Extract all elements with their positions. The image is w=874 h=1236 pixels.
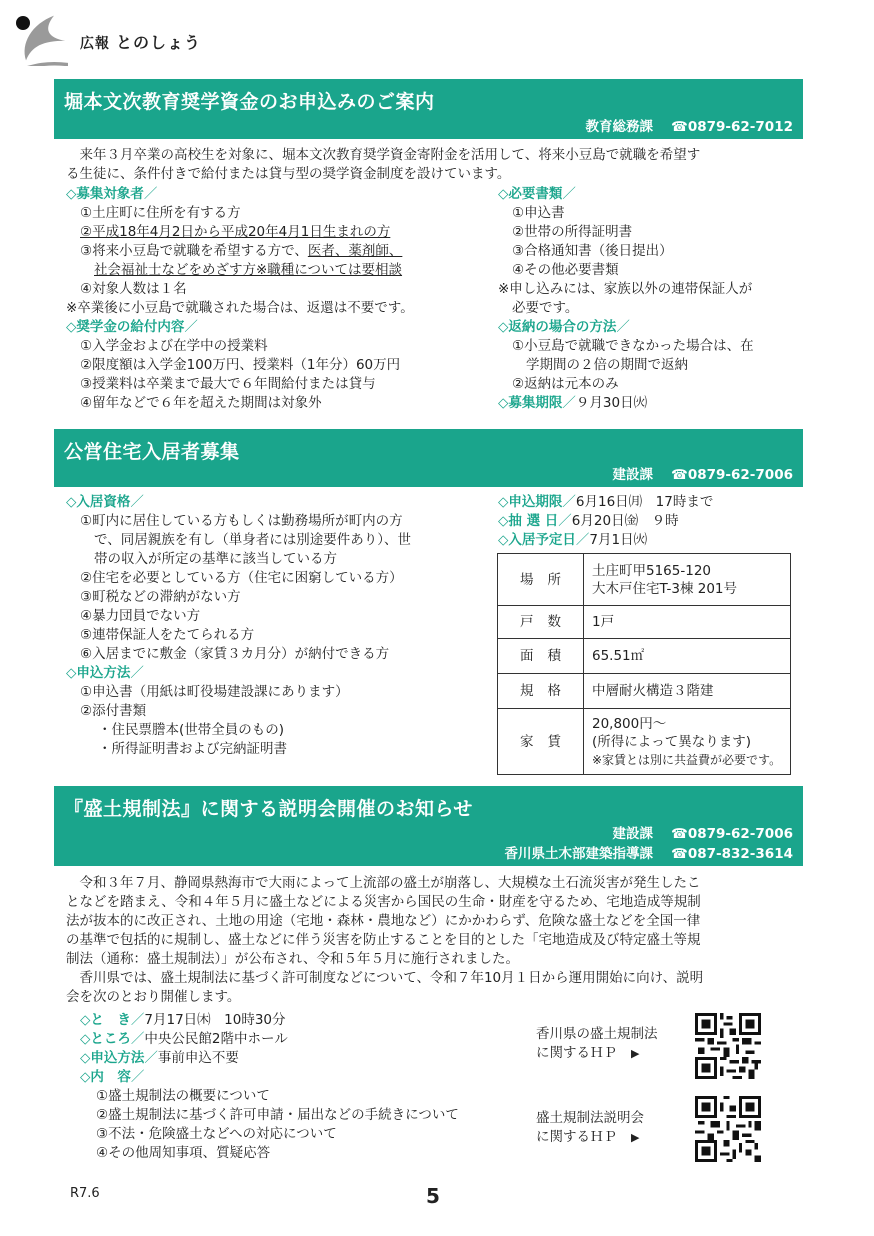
- repay-item: 学期間の２倍の期間で返納: [526, 357, 688, 373]
- paragraph-line: 令和３年７月、静岡県熱海市で大雨によって上流部の盛土が崩落し、大規模な土石流災害が発生したこ: [79, 875, 701, 891]
- issue-label: R7.6: [70, 1186, 100, 1201]
- publication-label: 広報: [80, 36, 110, 52]
- qualification-item: 帯の収入が所定の基準に該当している方: [94, 551, 337, 567]
- application-item: ①申込書（用紙は町役場建設課にあります）: [80, 684, 349, 700]
- table-key: 面積: [498, 639, 584, 674]
- table-value: 65.51㎡: [584, 639, 791, 674]
- lottery-row: ◇抽 選 日／6月20日㈮ ９時: [498, 513, 679, 529]
- qualification-item: ⑤連帯保証人をたてられる方: [80, 627, 255, 643]
- content-item: ②盛土規制法に基づく許可申請・届出などの手続きについて: [96, 1107, 459, 1123]
- deadline-row: ◇申込期限／6月16日㈪ 17時まで: [498, 494, 714, 510]
- qr-code-icon[interactable]: [695, 1096, 761, 1162]
- contact-tel[interactable]: ☎087-832-3614: [671, 846, 793, 862]
- section3-banner: [54, 786, 803, 866]
- contact-dept: 建設課: [612, 467, 654, 483]
- table-value: 土庄町甲5165-120 大木戸住宅T-3棟 201号: [584, 554, 791, 606]
- where-row: ◇ところ／中央公民館2階中ホール: [80, 1031, 288, 1047]
- intro-line: 来年３月卒業の高校生を対象に、堀本文次教育奨学資金寄附金を活用して、将来小豆島で就職を希望す: [79, 147, 701, 163]
- table-row: [498, 639, 791, 674]
- target-heading: ◇募集対象者／: [66, 186, 158, 202]
- qualification-item: ②住宅を必要としている方（住宅に困窮している方）: [80, 570, 403, 586]
- contact-dept: 香川県土木部建築指導課: [504, 846, 654, 862]
- docs-note: ※申し込みには、家族以外の連帯保証人が: [498, 281, 753, 297]
- paragraph-line: 法が抜本的に改正され、土地の用途（宅地・森林・農地など）にかかわらず、危険な盛土などを全国一律: [66, 913, 701, 929]
- section1-title: 堀本文次教育奨学資金のお申込みのご案内: [64, 91, 435, 113]
- attachment-item: ・所得証明書および完納証明書: [98, 741, 287, 757]
- paragraph-line: の基準で包括的に規制し、盛土などに伴う災害を防止することを目的とした「宅地造成及び特定盛土等規: [66, 932, 701, 948]
- publication-name: [80, 30, 201, 53]
- paragraph-line: 制法（通称：盛土規制法）」が公布され、令和５年５月に施行されました。: [66, 951, 520, 967]
- contact-tel[interactable]: ☎0879-62-7006: [671, 467, 793, 483]
- section3-contact: [613, 822, 793, 842]
- target-item: ④対象人数は１名: [80, 281, 187, 297]
- qualification-item: ③町税などの滞納がない方: [80, 589, 241, 605]
- docs-item: ④その他必要書類: [512, 262, 619, 278]
- docs-note: 必要です。: [512, 300, 579, 316]
- method-row: ◇申込方法／事前申込不要: [80, 1050, 239, 1066]
- table-value: 1戸: [584, 606, 791, 639]
- table-row: [498, 674, 791, 709]
- table-key: 戸数: [498, 606, 584, 639]
- arrow-right-icon: ▶: [631, 1046, 640, 1060]
- hp2-label[interactable]: 盛土規制法説明会 に関するＨＰ ▶: [536, 1110, 644, 1145]
- repay-heading: ◇返納の場合の方法／: [498, 319, 630, 335]
- section3-paragraph1: [66, 874, 796, 1007]
- section2-banner: [54, 429, 803, 487]
- section1-banner: [54, 79, 803, 139]
- intro-line: る生徒に、条件付きで給付または貸与型の奨学資金制度を設けています。: [66, 166, 511, 182]
- content-heading: ◇内 容／: [80, 1069, 145, 1085]
- publication-title: とのしょう: [116, 33, 202, 52]
- table-value: 20,800円～ (所得によって異なります) ※家賃とは別に共益費が必要です。: [584, 709, 791, 775]
- table-value: 中層耐火構造３階建: [584, 674, 791, 709]
- docs-item: ①申込書: [512, 205, 565, 221]
- table-key: 規格: [498, 674, 584, 709]
- target-item: ①土庄町に住所を有する方: [80, 205, 241, 221]
- section2-contact: [613, 463, 793, 483]
- paragraph-line: 会を次のとおり開催します。: [66, 989, 241, 1005]
- qualification-item: ①町内に居住している方もしくは勤務場所が町内の方: [80, 513, 403, 529]
- target-item: 社会福祉士などをめざす方※職種については要相談: [94, 262, 403, 278]
- benefit-item: ③授業料は卒業まで最大で６年間給付または貸与: [80, 376, 376, 392]
- qualification-item: で、同居親族を有し（単身者には別途要件あり）、世: [94, 532, 411, 548]
- table-row: [498, 554, 791, 606]
- section3-title: 『盛土規制法』に関する説明会開催のお知らせ: [64, 798, 473, 820]
- table-key: 家賃: [498, 709, 584, 775]
- qr-code-icon[interactable]: [695, 1013, 761, 1079]
- benefit-item: ②限度額は入学金100万円、授業料（1年分）60万円: [80, 357, 401, 373]
- attachment-item: ・住民票謄本(世帯全員のもの): [98, 722, 285, 738]
- qualification-item: ④暴力団員でない方: [80, 608, 201, 624]
- content-item: ④その他周知事項、質疑応答: [96, 1145, 271, 1161]
- table-row: [498, 709, 791, 775]
- hp1-label[interactable]: 香川県の盛土規制法 に関するＨＰ ▶: [536, 1026, 658, 1061]
- content-item: ③不法・危険盛土などへの対応について: [96, 1126, 337, 1142]
- contact-dept: 建設課: [612, 826, 654, 842]
- page-number: 5: [426, 1184, 440, 1208]
- move-in-row: ◇入居予定日／7月1日㈫: [498, 532, 648, 548]
- target-item: ③将来小豆島で就職を希望する方で、医者、薬剤師、: [80, 243, 403, 259]
- contact-dept: 教育総務課: [585, 119, 654, 135]
- benefit-heading: ◇奨学金の給付内容／: [66, 319, 198, 335]
- section1-contact: [586, 115, 793, 135]
- target-note: ※卒業後に小豆島で就職された場合は、返還は不要です。: [66, 300, 414, 316]
- benefit-item: ④留年などで６年を超えた期間は対象外: [80, 395, 322, 411]
- section1-intro: [66, 146, 796, 184]
- repay-item: ②返納は元本のみ: [512, 376, 619, 392]
- period-row: ◇募集期限／９月30日㈫: [498, 395, 648, 411]
- qualification-item: ⑥入居までに敷金（家賃３カ月分）が納付できる方: [80, 646, 390, 662]
- paragraph-line: となどを踏まえ、令和４年５月に盛土などによる災害から国民の生命・財産を守るため、宅地造成等規制: [66, 894, 701, 910]
- contact-tel[interactable]: ☎0879-62-7006: [671, 826, 793, 842]
- when-row: ◇と き／7月17日㈭ 10時30分: [80, 1012, 286, 1028]
- content-item: ①盛土規制法の概要について: [96, 1088, 270, 1104]
- application-item: ②添付書類: [80, 703, 147, 719]
- docs-item: ②世帯の所得証明書: [512, 224, 633, 240]
- contact-tel[interactable]: ☎0879-62-7012: [671, 119, 793, 135]
- benefit-item: ①入学金および在学中の授業料: [80, 338, 268, 354]
- housing-info-table: [497, 553, 791, 775]
- paragraph-line: 香川県では、盛土規制法に基づく許可制度などについて、令和７年10月１日から運用開始に向け、説明: [79, 970, 704, 986]
- logo-swoosh-icon: [12, 10, 68, 66]
- docs-item: ③合格通知書（後日提出）: [512, 243, 673, 259]
- qualification-heading: ◇入居資格／: [66, 494, 144, 510]
- docs-heading: ◇必要書類／: [498, 186, 576, 202]
- application-heading: ◇申込方法／: [66, 665, 144, 681]
- target-item: ②平成18年4月2日から平成20年4月1日生まれの方: [80, 224, 391, 240]
- section3-contact: [505, 842, 793, 862]
- table-key: 場所: [498, 554, 584, 606]
- section2-title: 公営住宅入居者募集: [64, 441, 240, 463]
- repay-item: ①小豆島で就職できなかった場合は、在: [512, 338, 754, 354]
- table-row: [498, 606, 791, 639]
- arrow-right-icon: ▶: [631, 1130, 640, 1144]
